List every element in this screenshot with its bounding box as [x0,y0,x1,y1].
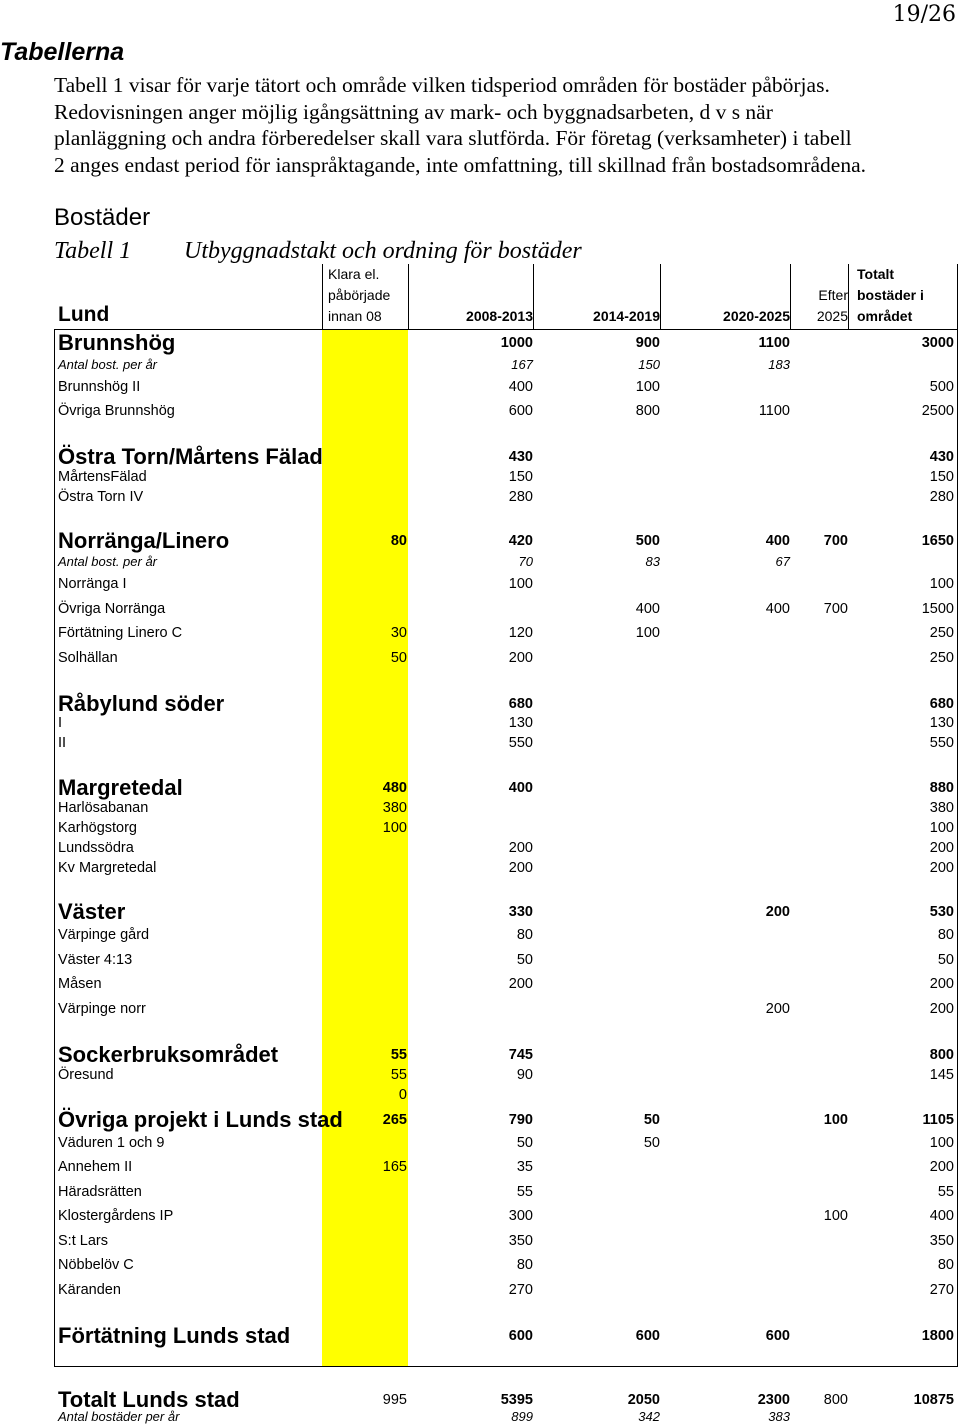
cell-c3: 342 [638,1409,660,1424]
cell-c1: 480 [382,780,407,796]
cell-c5: 700 [823,533,848,549]
cell-c1: 380 [382,800,407,816]
cell-c2: 200 [508,860,533,876]
cell-c2: 35 [516,1159,533,1175]
cell-c2: 350 [508,1233,533,1249]
row-label: Östra Torn IV [58,489,144,505]
cell-c2: 420 [508,533,533,549]
cell-c6: 1650 [921,533,954,549]
cell-c2: 330 [508,904,533,920]
cell-c6: 530 [929,904,954,920]
cell-c6: 250 [929,625,954,641]
row-label: II [58,735,67,751]
cell-c6: 150 [929,469,954,485]
row-label: Övriga Norränga [58,601,166,617]
cell-c2: 50 [516,1135,533,1151]
row-label: Annehem II [58,1159,133,1175]
cell-c1: 0 [398,1087,407,1103]
table-caption-text: Utbyggnadstakt och ordning för bostäder [184,238,582,264]
header-col5-line: 2025 [816,308,848,324]
cell-c3: 50 [643,1112,660,1128]
cell-c2: 55 [516,1184,533,1200]
cell-c6: 1105 [922,1112,954,1128]
header-lund: Lund [58,303,110,326]
row-label: Karhögstorg [58,820,137,836]
cell-c3: 150 [638,357,660,372]
cell-c6: 380 [929,800,954,816]
intro-line: planläggning och andra förberedelser skall vara slutförda. För företag (verksamheter) i tabell [54,126,852,150]
cell-c3: 100 [635,625,660,641]
cell-c2: 50 [516,952,533,968]
col-divider [660,264,661,330]
col-divider [408,264,409,330]
cell-c4: 200 [765,904,790,920]
cell-c6: 80 [937,927,954,943]
cell-c1: 55 [390,1067,407,1083]
cell-c3: 600 [635,1328,660,1344]
row-label: Övriga Brunnshög [58,403,175,419]
cell-c2: 1000 [500,335,533,351]
cell-c6: 800 [929,1047,954,1063]
cell-c1: 55 [390,1047,407,1063]
row-label: Väduren 1 och 9 [58,1135,165,1151]
header-col1-line: innan 08 [328,308,382,324]
section-row-label: Norränga/Linero [58,528,230,553]
header-col4: 2020-2025 [723,308,790,324]
cell-c2: 600 [508,403,533,419]
cell-c6: 680 [929,696,954,712]
header-col1-line: Klara el. [328,266,380,282]
cell-c2: 120 [508,625,533,641]
cell-c4: 600 [765,1328,790,1344]
row-label: Norränga I [58,576,127,592]
cell-c6: 500 [929,379,954,395]
cell-c6: 350 [929,1233,954,1249]
cell-c1: 80 [390,533,407,549]
section-row-label: Förtätning Lunds stad [58,1323,291,1348]
cell-c2: 80 [516,1257,533,1273]
row-label: Öresund [58,1067,114,1083]
cell-c4: 200 [765,1001,790,1017]
row-label: Nöbbelöv C [58,1257,134,1273]
cell-c6: 880 [929,780,954,796]
cell-c6: 10875 [913,1392,954,1408]
col-divider [533,264,534,330]
table-left-border [54,329,55,1367]
cell-c6: 100 [929,576,954,592]
cell-c6: 200 [929,1001,954,1017]
cell-c1: 30 [390,625,407,641]
cell-c5: 100 [823,1208,848,1224]
header-col5 [817,285,848,327]
row-label: S:t Lars [58,1233,108,1249]
section-row-label: Väster [58,899,126,924]
cell-c4: 183 [768,357,790,372]
cell-c6: 80 [937,1257,954,1273]
cell-c4: 1100 [758,335,790,351]
cell-c2: 150 [508,469,533,485]
header-col6-line: området [857,308,913,324]
cell-c2: 200 [508,976,533,992]
col-divider [790,264,791,330]
cell-c6: 200 [929,1159,954,1175]
cell-c3: 2050 [627,1392,660,1408]
row-label: Solhällan [58,650,118,666]
row-label: I [58,715,63,731]
cell-c6: 270 [929,1282,954,1298]
cell-c2: 300 [508,1208,533,1224]
row-label: Brunnshög II [58,379,141,395]
cell-c2: 90 [516,1067,533,1083]
cell-c2: 600 [508,1328,533,1344]
cell-c6: 145 [929,1067,954,1083]
header-col1-line: påbörjade [328,287,391,303]
cell-c2: 745 [508,1047,533,1063]
table-right-border [957,264,958,1367]
cell-c4: 67 [775,554,790,569]
cell-c6: 100 [929,820,954,836]
cell-c1: 995 [382,1392,407,1408]
cell-c2: 200 [508,840,533,856]
cell-c3: 50 [643,1135,660,1151]
highlight-column [322,330,408,1367]
cell-c2: 400 [508,780,533,796]
header-col1 [328,264,390,327]
row-label: Klostergårdens IP [58,1208,174,1224]
cell-c6: 550 [929,735,954,751]
section-row-label: Brunnshög [58,330,176,355]
section-row-label: Övriga projekt i Lunds stad [58,1107,343,1132]
cell-c2: 899 [511,1409,533,1424]
cell-c2: 80 [516,927,533,943]
col-divider [848,264,849,330]
row-label: Kv Margretedal [58,860,157,876]
header-col6-line: Totalt [857,266,895,282]
cell-c6: 400 [929,1208,954,1224]
cell-c6: 3000 [921,335,954,351]
intro-line: Tabell 1 visar för varje tätort och område vilken tidsperiod områden för bostäder påbörjas. [54,73,830,97]
row-label: Antal bostäder per år [58,1409,180,1424]
cell-c2: 680 [508,696,533,712]
row-label: Väster 4:13 [58,952,133,968]
page-number: 19/26 [892,2,956,27]
cell-c4: 2300 [757,1392,790,1408]
cell-c2: 70 [518,554,533,569]
cell-c4: 1100 [758,403,790,419]
row-label: Värpinge norr [58,1001,146,1017]
cell-c3: 800 [635,403,660,419]
cell-c6: 50 [937,952,954,968]
cell-c5: 100 [823,1112,848,1128]
cell-c3: 900 [635,335,660,351]
row-label: Lundssödra [58,840,134,856]
section-row-label: Totalt Lunds stad [58,1387,240,1412]
cell-c6: 250 [929,650,954,666]
intro-line: 2 anges endast period för ianspråktagande, inte omfattning, till skillnad från bostadsområdena. [54,152,866,177]
section-row-label: Margretedal [58,775,183,800]
row-label: Förtätning Linero C [58,625,183,641]
cell-c2: 130 [508,715,533,731]
row-label: MårtensFälad [58,469,147,485]
row-label: Antal bost. per år [58,554,157,569]
header-col6 [857,264,924,327]
cell-c3: 83 [645,554,660,569]
cell-c6: 200 [929,840,954,856]
row-label: Antal bost. per år [58,357,157,372]
cell-c1: 265 [382,1112,407,1128]
header-col3: 2014-2019 [593,308,660,324]
cell-c6: 1800 [921,1328,954,1344]
cell-c6: 430 [929,449,954,465]
cell-c2: 550 [508,735,533,751]
cell-c4: 400 [765,601,790,617]
cell-c6: 200 [929,860,954,876]
header-rule [54,329,958,330]
header-col2: 2008-2013 [466,308,533,324]
section-row-label: Sockerbruksområdet [58,1042,279,1067]
section-row-label: Östra Torn/Mårtens Fälad [58,444,323,469]
cell-c2: 280 [508,489,533,505]
cell-c3: 400 [635,601,660,617]
row-label: Käranden [58,1282,121,1298]
cell-c6: 280 [929,489,954,505]
cell-c6: 1500 [921,601,954,617]
cell-c5: 700 [823,601,848,617]
row-label: Harlösabanan [58,800,149,816]
cell-c6: 55 [937,1184,954,1200]
cell-c5: 800 [823,1392,848,1408]
cell-c3: 100 [635,379,660,395]
cell-c2: 400 [508,379,533,395]
cell-c6: 130 [929,715,954,731]
cell-c1: 100 [382,820,407,836]
cell-c3: 500 [635,533,660,549]
heading-tabellerna: Tabellerna [0,38,125,66]
cell-c6: 2500 [921,403,954,419]
cell-c2: 167 [511,357,533,372]
cell-c1: 165 [382,1159,407,1175]
row-label: Måsen [58,976,102,992]
cell-c6: 100 [929,1135,954,1151]
section-title: Bostäder [54,204,151,231]
cell-c2: 200 [508,650,533,666]
cell-c4: 400 [765,533,790,549]
row-label: Värpinge gård [58,927,150,943]
row-label: Häradsrätten [58,1184,142,1200]
cell-c2: 430 [508,449,533,465]
cell-c2: 790 [508,1112,533,1128]
table-caption-label: Tabell 1 [54,238,132,264]
section-row-label: Råbylund söder [58,691,225,716]
cell-c2: 270 [508,1282,533,1298]
intro-line: Redovisningen anger möjlig igångsättning av mark- och byggnadsarbeten, d v s när [54,99,773,124]
cell-c1: 50 [390,650,407,666]
header-col5-line: Efter [818,287,848,303]
cell-c4: 383 [768,1409,790,1424]
col-divider [322,264,323,330]
cell-c2: 5395 [500,1392,533,1408]
cell-c2: 100 [508,576,533,592]
table-bottom-rule [54,1366,958,1367]
header-col6-line: bostäder i [857,287,924,303]
cell-c6: 200 [929,976,954,992]
